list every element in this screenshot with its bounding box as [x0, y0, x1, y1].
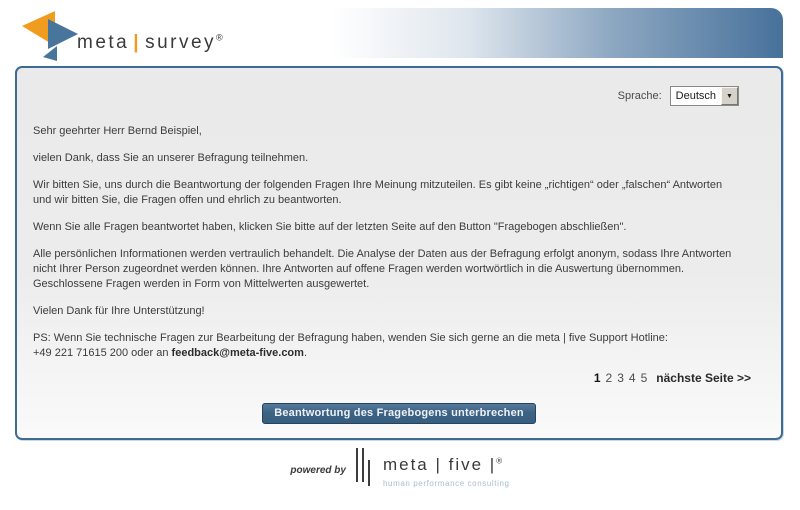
meta-five-brand	[383, 455, 510, 488]
support-paragraph	[33, 331, 765, 361]
greeting-text: Sehr geehrter Herr Bernd Beispiel,	[33, 125, 202, 137]
support-email: feedback@meta-five.com	[171, 347, 304, 359]
instructions-paragraph	[33, 178, 765, 208]
powered-by-label: powered by	[290, 465, 346, 476]
privacy-paragraph	[33, 247, 765, 292]
meta-five-brand-text	[383, 455, 510, 475]
interrupt-survey-button[interactable]: Beantwortung des Fragebogens unterbrechen	[262, 403, 536, 424]
chevron-down-icon[interactable]: ▼	[721, 87, 738, 105]
registered-mark: ®	[216, 32, 223, 43]
instructions-line-1: Wir bitten Sie, uns durch die Beantwortung der folgenden Fragen Ihre Meinung mitzuteilen. Es gibt keine „richtigen“ oder „falschen“ Antworten	[33, 179, 723, 191]
button-row	[33, 403, 765, 424]
meta-five-bars-icon	[356, 448, 373, 492]
support-line-end: .	[303, 347, 307, 359]
page-number-link-5[interactable]: 5	[640, 371, 648, 385]
page-number-link-3[interactable]: 3	[617, 371, 624, 385]
privacy-line-1: Alle persönlichen Informationen werden vertraulich behandelt. Die Analyse der Daten aus der Befragung erfolgt anonym, sodass Ihre Antworten	[33, 248, 732, 260]
header-gradient-bar	[332, 8, 783, 58]
privacy-line-3: Geschlossene Fragen werden in Form von Mittelwerten ausgewertet.	[33, 278, 370, 290]
meta-survey-logo-icon	[16, 5, 82, 65]
language-row	[33, 85, 739, 107]
logo-separator: |	[133, 32, 142, 53]
survey-intro-panel	[15, 66, 783, 440]
next-page-link[interactable]: nächste Seite >>	[656, 371, 751, 385]
support-line-2	[33, 346, 765, 361]
support-phone: +49 221 71615 200 oder an	[33, 347, 172, 359]
app-logo-text	[77, 32, 223, 54]
meta-five-name: meta | five |	[382, 455, 497, 474]
finish-hint-text: Wenn Sie alle Fragen beantwortet haben, klicken Sie bitte auf der letzten Seite auf den Button "Fragebogen abschließen".	[33, 221, 627, 233]
page-number-current: 1	[593, 371, 601, 385]
meta-five-registered-mark: ®	[496, 456, 503, 466]
instructions-line-2: und wir bitten Sie, die Fragen offen und ehrlich zu beantworten.	[33, 194, 342, 206]
thanks-text: vielen Dank, dass Sie an unserer Befragung teilnehmen.	[33, 152, 309, 164]
thank-you-text: Vielen Dank für Ihre Unterstützung!	[33, 305, 205, 317]
pagination	[33, 371, 751, 385]
logo-meta-label: meta	[77, 32, 130, 53]
footer	[0, 447, 800, 492]
logo-survey-label: survey	[145, 32, 217, 53]
language-label: Sprache:	[617, 90, 662, 102]
language-select-value: Deutsch	[675, 90, 716, 102]
support-line-1: PS: Wenn Sie technische Fragen zur Bearbeitung der Befragung haben, wenden Sie sich gerne an die meta | five Support Hotline:	[33, 332, 668, 344]
meta-five-tagline: human performance consulting	[382, 479, 510, 488]
language-select[interactable]	[670, 86, 739, 106]
privacy-line-2: nicht Ihrer Person zugeordnet werden können. Ihre Antworten auf offene Fragen werden wortwörtlich in die Auswertung übernommen.	[33, 263, 685, 275]
page-number-link-4[interactable]: 4	[628, 371, 636, 385]
page-number-link-2[interactable]: 2	[605, 371, 613, 385]
